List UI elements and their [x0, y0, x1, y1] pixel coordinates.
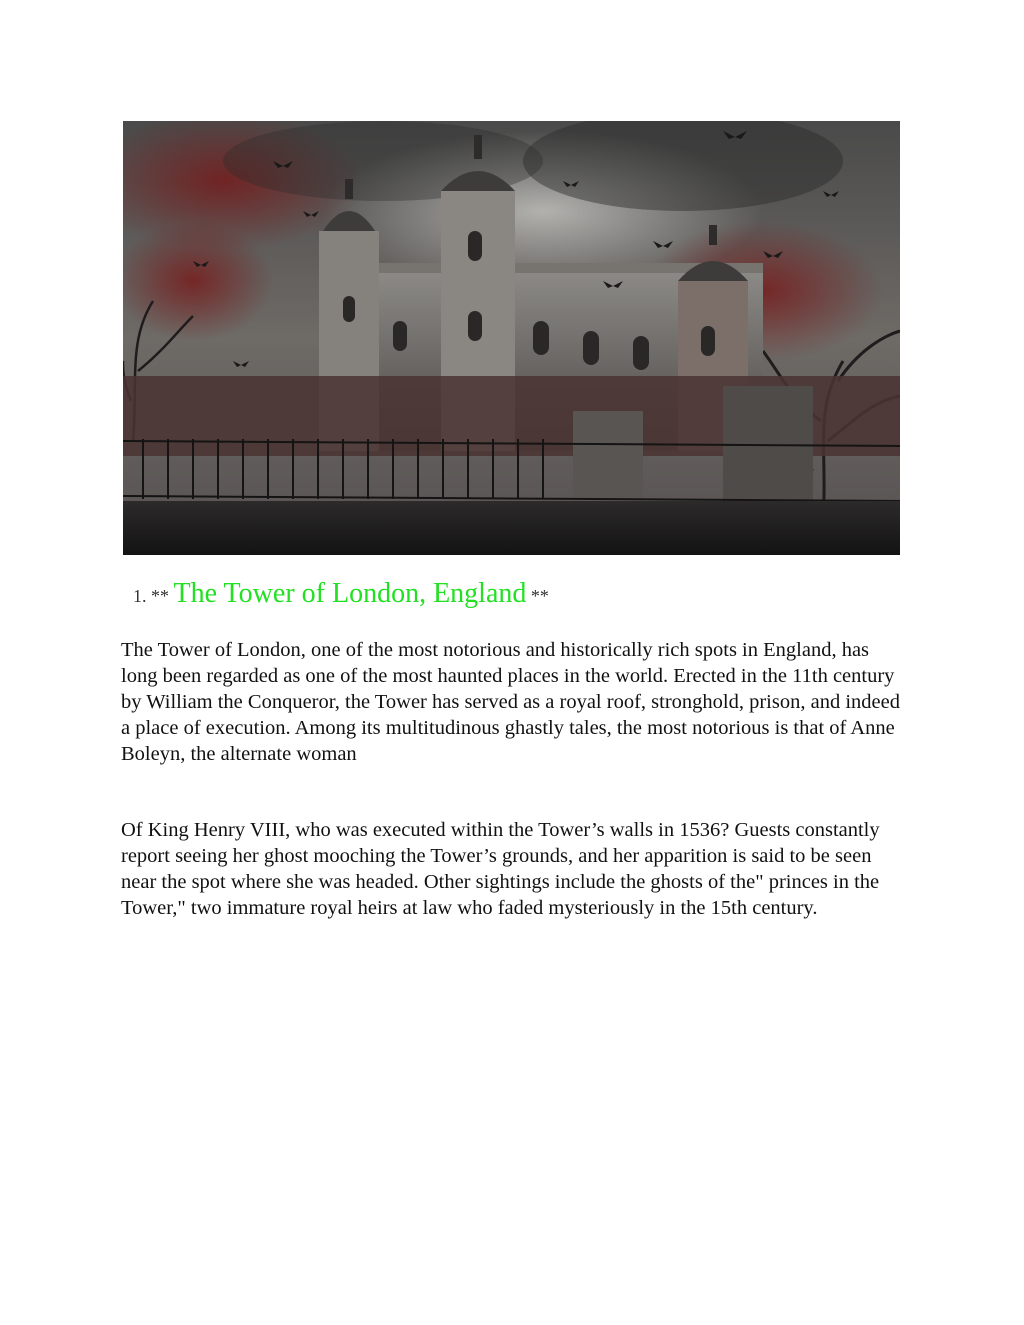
heading-number: 1.: [133, 586, 147, 606]
heading-title: The Tower of London, England: [173, 578, 527, 609]
ground: [123, 501, 900, 555]
tower-illustration: [123, 121, 900, 555]
paragraph-1: The Tower of London, one of the most notorious and historically rich spots in England, has long been regarded as one of the most haunted places in the world. Erected in the 11th century by William the Conqueror, the Tower has served as a royal roof, stronghold, prison, and indeed a place of execution. Among its multitudinous ghastly tales, the most notorious is that of Anne Boleyn, the alternate woman: [121, 639, 900, 765]
heading-prefix: **: [151, 586, 169, 606]
tower-of-london-photo: [123, 121, 900, 555]
heading-suffix: **: [530, 586, 549, 606]
section-heading: [133, 578, 549, 610]
paragraph-2: Of King Henry VIII, who was executed within the Tower’s walls in 1536? Guests constantly report seeing her ghost mooching the Tower’s grounds, and her apparition is said to be seen near the spot where she was headed. Other sightings include the ghosts of the" princes in the Tower," two immature royal heirs at law who faded mysteriously in the 15th century.: [121, 819, 880, 919]
